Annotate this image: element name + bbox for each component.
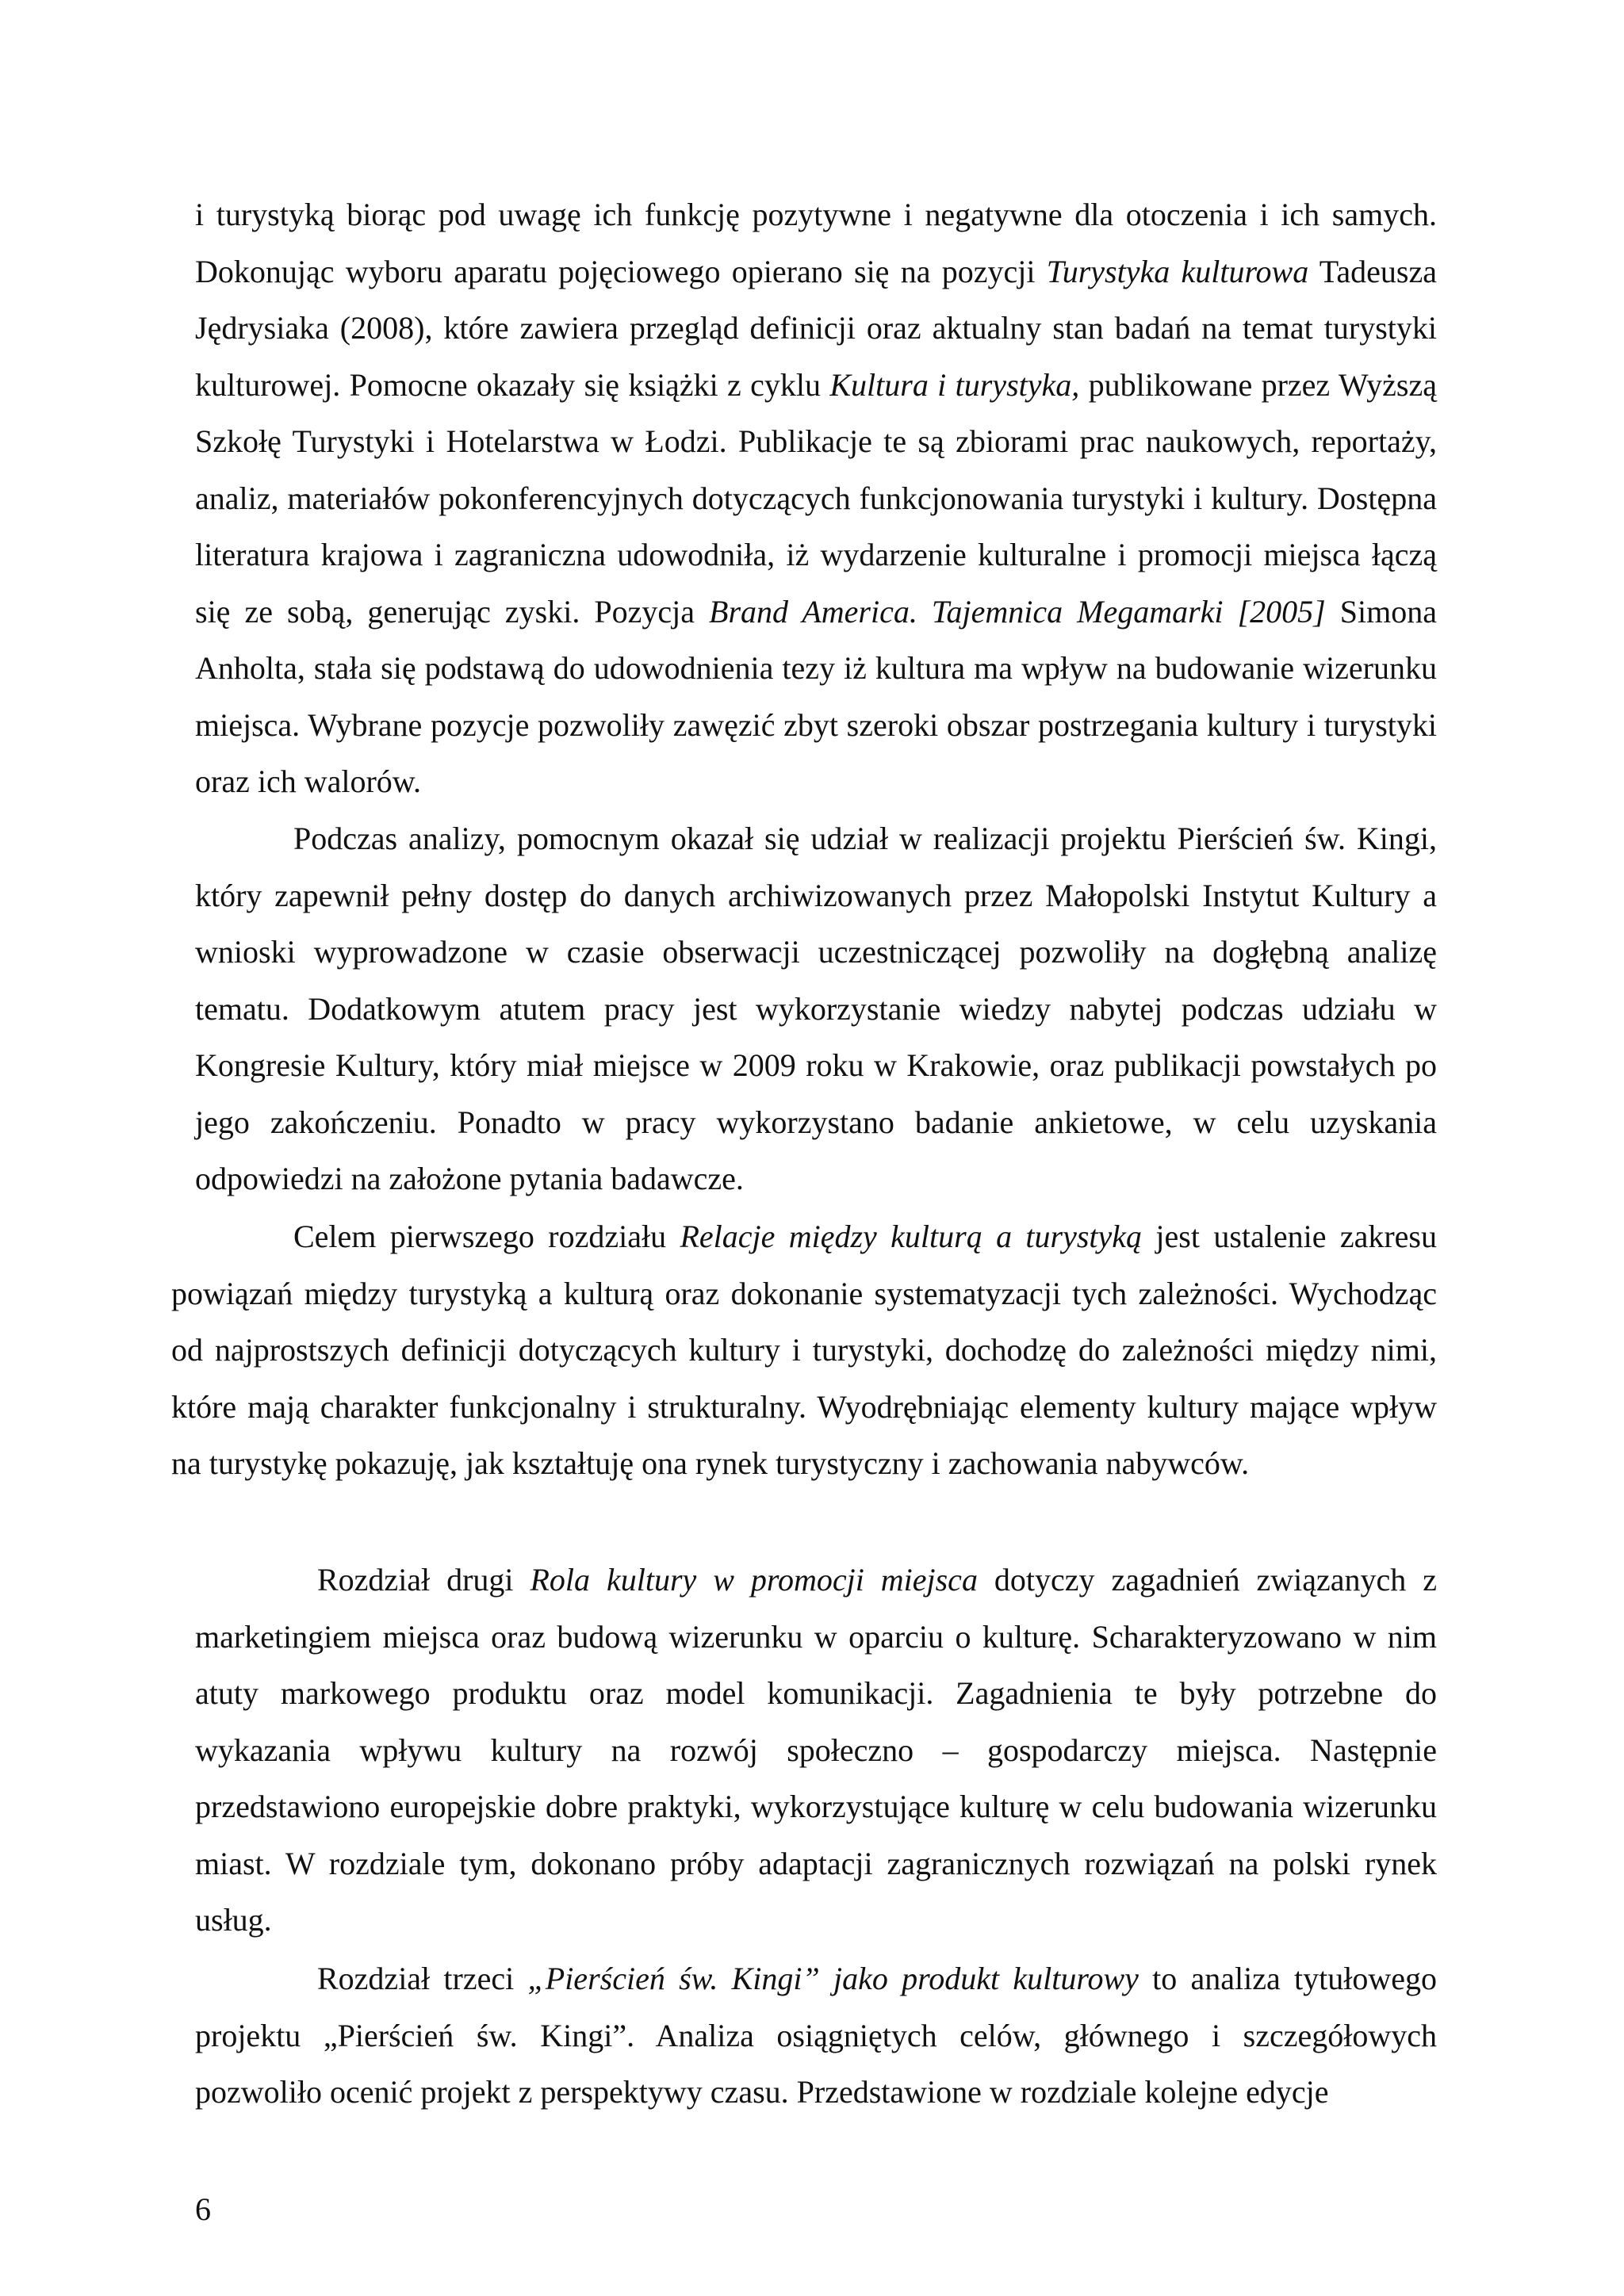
paragraph-chapter-one: [171, 1208, 1437, 1492]
book-title-brand-america: Brand America. Tajemnica Megamarki [2005]: [709, 593, 1326, 629]
text-run: dotyczy zagadnień związanych z marketingiem miejsca oraz budową wizerunku w oparciu o kulturę. Scharakteryzowano w nim atuty markowego produktu oraz model komunikacji. Zagadnienia te były potrzebne do wykazania wpływu kultury na rozwój społeczno – gospodarczy miejsca. Następnie przedstawiono europejskie dobre praktyki, wykorzystujące kulturę w celu budowania wizerunku miast. W rozdziale tym, dokonano próby adaptacji zagranicznych rozwiązań na polski rynek usług.: [195, 1562, 1438, 1938]
text-run: i turystyką biorąc pod uwagę ich funkcję pozytywne i negatywne dla otoczenia i ich samych. Dokonując wyboru aparatu pojęciowego opierano się na pozycji: [195, 197, 1437, 289]
chapter-one-title: Relacje między kulturą a turystyką: [680, 1219, 1143, 1254]
page-number: 6: [195, 2191, 211, 2227]
book-title-turystyka-kulturowa: Turystyka kulturowa: [1046, 253, 1309, 289]
text-run: to analiza tytułowego projektu „Pierścień św. Kingi”. Analiza osiągniętych celów, głównego i szczegółowych pozwoliło ocenić projekt z perspektywy czasu. Przedstawione w rozdziale kolejne edycje: [195, 1961, 1437, 2110]
chapter-three-title: „Pierścień św. Kingi” jako produkt kulturowy: [527, 1961, 1139, 1996]
text-run: Podczas analizy, pomocnym okazał się udział w realizacji projektu Pierścień św. Kingi, który zapewnił pełny dostęp do danych archiwizowanych przez Małopolski Instytut Kultury a wnioski wyprowadzone w czasie obserwacji uczestniczącej pozwoliły na dogłębną analizę tematu. Dodatkowym atutem pracy jest wykorzystanie wiedzy nabytej podczas udziału w Kongresie Kultury, który miał miejsce w 2009 roku w Krakowie, oraz publikacji powstałych po jego zakończeniu. Ponadto w pracy wykorzystano badanie ankietowe, w celu uzyskania odpowiedzi na założone pytania badawcze.: [195, 821, 1437, 1196]
text-run: Simona Anholta, stała się podstawą do udowodnienia tezy iż kultura ma wpływ na budowanie wizerunku miejsca. Wybrane pozycje pozwoliły zawęzić zbyt szeroki obszar postrzegania kultury i turystyki oraz ich walorów.: [195, 593, 1437, 799]
paragraph-analysis-sources: [195, 810, 1437, 1207]
text-run: publikowane przez Wyższą Szkołę Turystyki i Hotelarstwa w Łodzi. Publikacje te są zbiorami prac naukowych, reportaży, analiz, materiałów pokonferencyjnych dotyczących funkcjonowania turystyki i kultury. Dostępna literatura krajowa i zagraniczna udowodniła, iż wydarzenie kulturalne i promocji miejsca łączą się ze sobą, generując zyski. Pozycja: [195, 366, 1437, 629]
text-run: jest ustalenie zakresu powiązań między turystyką a kulturą oraz dokonanie systematyzacji tych zależności. Wychodząc od najprostszych definicji dotyczących kultury i turystyki, dochodzę do zależności między nimi, które mają charakter funkcjonalny i strukturalny. Wyodrębniając elementy kultury mające wpływ na turystykę pokazuję, jak kształtuję ona rynek turystyczny i zachowania nabywców.: [171, 1219, 1437, 1481]
paragraph-chapter-two: [195, 1552, 1437, 1949]
paragraph-chapter-three: [195, 1950, 1437, 2121]
text-run: Rozdział drugi: [317, 1562, 530, 1598]
text-run: Celem pierwszego rozdziału: [293, 1219, 680, 1254]
text-run: Rozdział trzeci: [317, 1961, 528, 1996]
text-run: Tadeusza Jędrysiaka (2008), które zawiera przegląd definicji oraz aktualny stan badań na temat turystyki kulturowej. Pomocne okazały się książki z cyklu: [195, 253, 1437, 403]
chapter-two-title: Rola kultury w promocji miejsca: [530, 1562, 978, 1598]
book-series-kultura-i-turystyka: Kultura i turystyka,: [829, 366, 1080, 403]
paragraph-literature-review: [195, 186, 1437, 810]
